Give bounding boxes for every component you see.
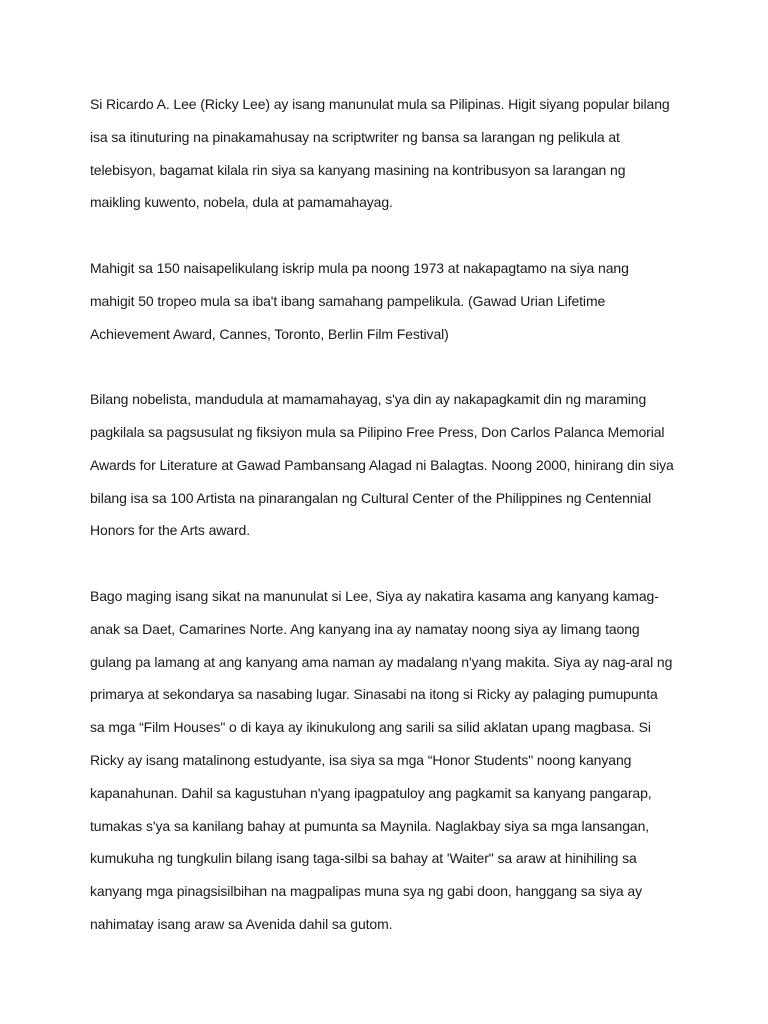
text-line: Bago maging isang sikat na manunulat si Lee, Siya ay nakatira kasama ang kanyang kamag- bbox=[90, 587, 659, 604]
text-line: tumakas s'ya sa kanilang bahay at pumunta sa Maynila. Naglakbay siya sa mga lansangan, bbox=[90, 817, 650, 834]
text-line: Awards for Literature at Gawad Pambansang Alagad ni Balagtas. Noong 2000, hinirang din siya bbox=[90, 456, 674, 473]
text-line: primarya at sekondarya sa nasabing lugar. Sinasabi na itong si Ricky ay palaging pumupunta bbox=[90, 686, 658, 703]
text-line: nahimatay isang araw sa Avenida dahil sa gutom. bbox=[90, 915, 393, 932]
text-line: Achievement Award, Cannes, Toronto, Berlin Film Festival) bbox=[90, 325, 449, 342]
text-line: kapanahunan. Dahil sa kagustuhan n'yang ipagpatuloy ang pagkamit sa kanyang pangarap, bbox=[90, 784, 652, 801]
text-line: Mahigit sa 150 naisapelikulang iskrip mula pa noong 1973 at nakapagtamo na siya nang bbox=[90, 259, 629, 276]
paragraph-achievements bbox=[90, 252, 690, 350]
text-line: gulang pa lamang at ang kanyang ama naman ay madalang n'yang makita. Siya ay nag-aral ng bbox=[90, 653, 673, 670]
text-line: maikling kuwento, nobela, dula at pamamahayag. bbox=[90, 194, 393, 211]
text-line: Ricky ay isang matalinong estudyante, isa siya sa mga “Honor Students" noong kanyang bbox=[90, 751, 632, 768]
text-line: kumukuha ng tungkulin bilang isang taga-silbi sa bahay at 'Waiter" sa araw at hinihiling sa bbox=[90, 850, 637, 867]
paragraph-early-life bbox=[90, 580, 690, 941]
paragraph-intro bbox=[90, 88, 690, 219]
text-line: isa sa itinuturing na pinakamahusay na scriptwriter ng bansa sa larangan ng pelikula at bbox=[90, 128, 620, 145]
text-line: sa mga “Film Houses" o di kaya ay ikinukulong ang sarili sa silid aklatan upang magbasa. Si bbox=[90, 719, 651, 736]
text-line: bilang isa sa 100 Artista na pinarangalan ng Cultural Center of the Philippines ng Centennial bbox=[90, 489, 652, 506]
text-line: anak sa Daet, Camarines Norte. Ang kanyang ina ay namatay noong siya ay limang taong bbox=[90, 620, 640, 637]
text-line: Honors for the Arts award. bbox=[90, 522, 251, 539]
document-page bbox=[90, 88, 690, 974]
text-line: Bilang nobelista, mandudula at mamamahayag, s'ya din ay nakapagkamit din ng maraming bbox=[90, 391, 647, 408]
text-line: Si Ricardo A. Lee (Ricky Lee) ay isang manunulat mula sa Pilipinas. Higit siyang popular bilang bbox=[90, 96, 670, 112]
text-line: pagkilala sa pagsusulat ng fiksiyon mula sa Pilipino Free Press, Don Carlos Palanca Memorial bbox=[90, 423, 665, 440]
paragraph-awards bbox=[90, 383, 690, 547]
text-line: kanyang mga pinagsisilbihan na magpalipas muna sya ng gabi doon, hanggang sa siya ay bbox=[90, 883, 642, 900]
text-line: mahigit 50 tropeo mula sa iba't ibang samahang pampelikula. (Gawad Urian Lifetime bbox=[90, 292, 606, 309]
text-line: telebisyon, bagamat kilala rin siya sa kanyang masining na kontribusyon sa larangan ng bbox=[90, 161, 626, 178]
